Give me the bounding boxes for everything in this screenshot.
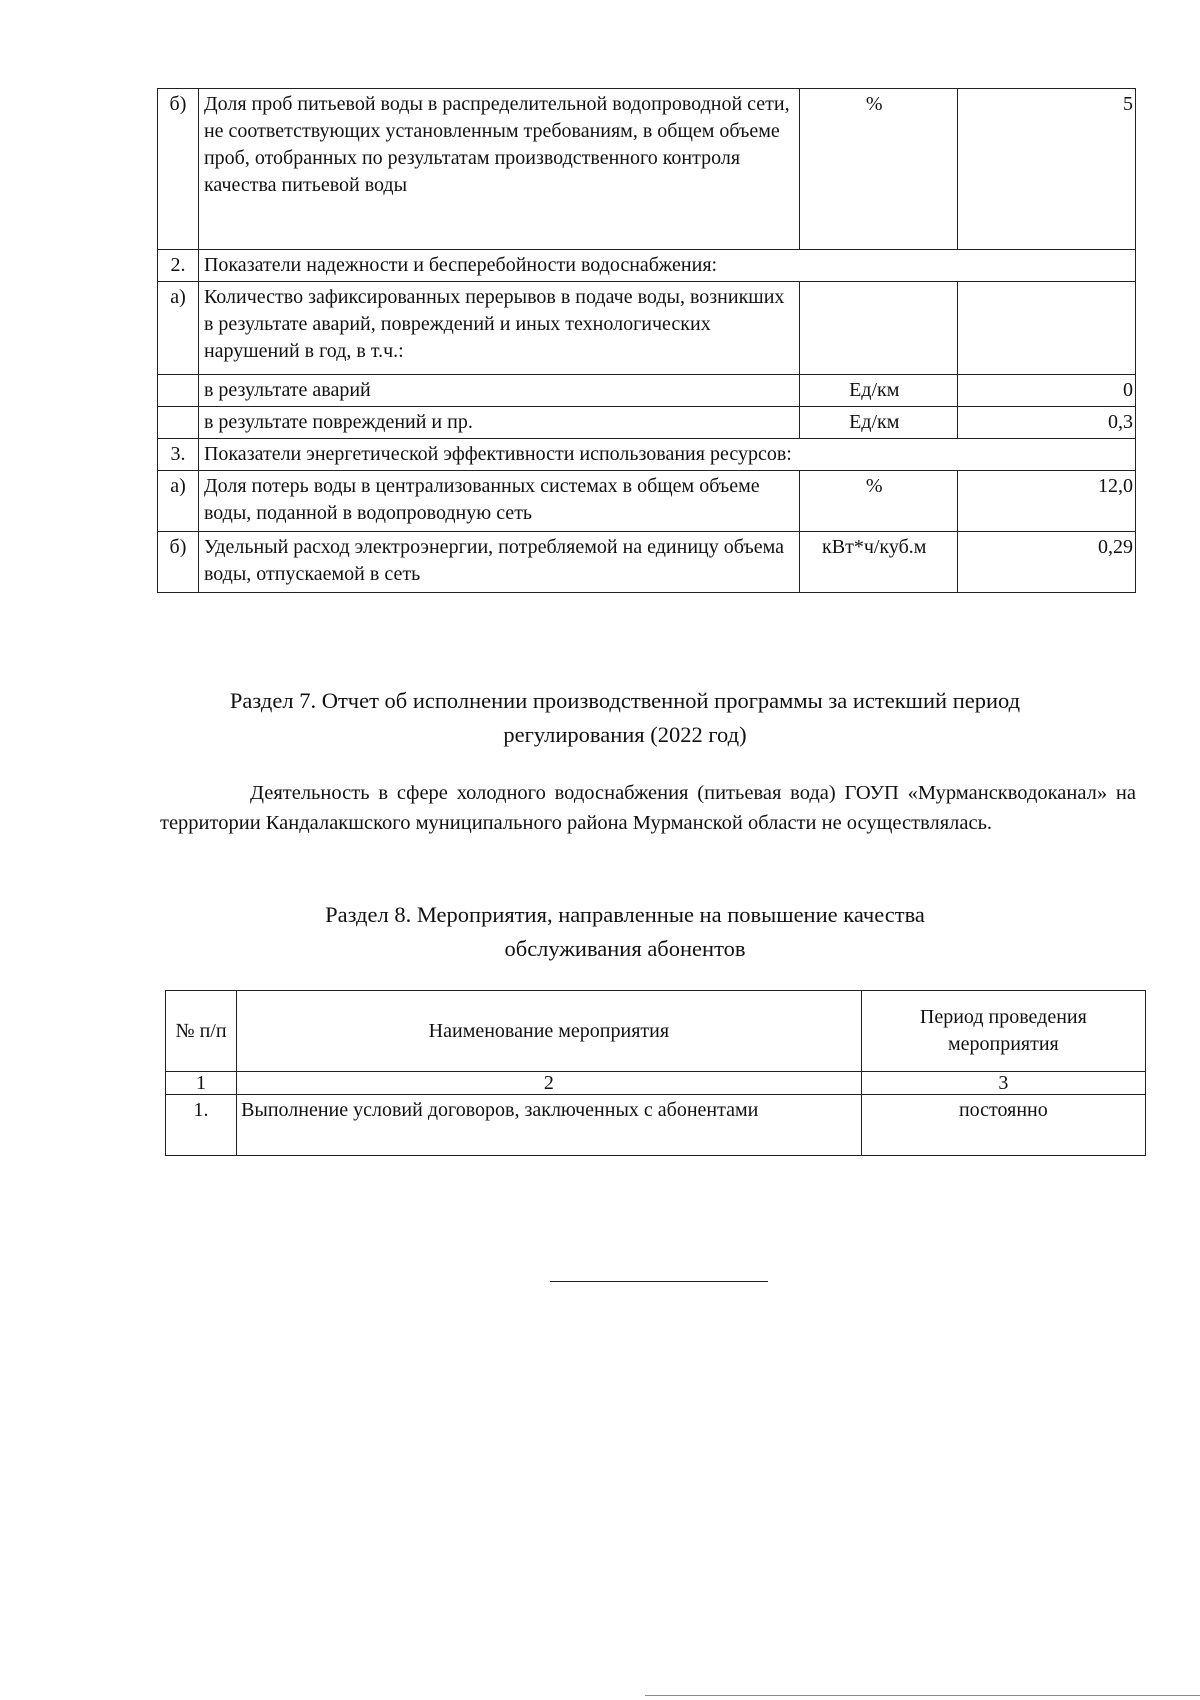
indicator-value (958, 282, 1136, 375)
indicator-value: 5 (958, 89, 1136, 250)
indicator-name: Доля потерь воды в централизованных системах в общем объеме воды, поданной в водопроводную сеть (198, 471, 799, 532)
row-number: 3. (158, 439, 199, 471)
table-row (158, 532, 1136, 593)
indicator-value: 0 (958, 375, 1136, 407)
indicator-name: Доля проб питьевой воды в распределительной водопроводной сети, не соответствующих установленным требованиям, в общем объеме проб, отобранных по результатам производственного контроля качества питьевой воды (198, 89, 799, 250)
section-heading-cell: Показатели энергетической эффективности использования ресурсов: (198, 439, 1135, 471)
section-7-paragraph: Деятельность в сфере холодного водоснабжения (питьевая вода) ГОУП «Мурманскводоканал» на территории Кандалакшского муниципального района Мурманской области не осуществлялась. (160, 782, 1136, 834)
row-number: б) (158, 532, 199, 593)
indicator-value: 0,3 (958, 407, 1136, 439)
indicator-name: Количество зафиксированных перерывов в подаче воды, возникших в результате аварий, повреждений и иных технологических нарушений в год, в т.ч.: (198, 282, 799, 375)
table-row (166, 1095, 1146, 1156)
index-num: 1 (166, 1072, 237, 1095)
indicator-unit (800, 282, 958, 375)
row-number: б) (158, 89, 199, 250)
header-name: Наименование мероприятия (237, 991, 862, 1072)
indicator-unit: Ед/км (800, 375, 958, 407)
indicator-name: в результате повреждений и пр. (198, 407, 799, 439)
table-row (158, 375, 1136, 407)
indicator-unit: % (800, 471, 958, 532)
table-index-row (166, 1072, 1146, 1095)
section-8-title-line1: Раздел 8. Мероприятия, направленные на повышение качества (325, 902, 925, 927)
indicator-unit: кВт*ч/куб.м (800, 532, 958, 593)
table-row (158, 471, 1136, 532)
table-row (158, 89, 1136, 250)
section-7-title-line1: Раздел 7. Отчет об исполнении производственной программы за истекший период (229, 688, 1021, 713)
row-number (158, 375, 199, 407)
indicator-name: Удельный расход электроэнергии, потребляемой на единицу объема воды, отпускаемой в сеть (198, 532, 799, 593)
page-edge-line (645, 1695, 1200, 1696)
table-row (158, 439, 1136, 471)
indicator-unit: Ед/км (800, 407, 958, 439)
table-row (158, 407, 1136, 439)
measure-name: Выполнение условий договоров, заключенных с абонентами (237, 1095, 862, 1156)
table-row (158, 282, 1136, 375)
row-number: а) (158, 282, 199, 375)
measure-num: 1. (166, 1095, 237, 1156)
header-period: Период проведения мероприятия (861, 991, 1145, 1072)
indicator-unit: % (800, 89, 958, 250)
indicator-value: 0,29 (958, 532, 1136, 593)
row-number: а) (158, 471, 199, 532)
section-7-title-line2: регулирования (2022 год) (503, 722, 747, 747)
row-number (158, 407, 199, 439)
section-heading-cell: Показатели надежности и бесперебойности водоснабжения: (198, 250, 1135, 282)
section-8-title-line2: обслуживания абонентов (504, 936, 746, 961)
section-7-title (150, 684, 1100, 752)
index-name: 2 (237, 1072, 862, 1095)
measures-table (165, 990, 1146, 1156)
section-8-title (150, 898, 1100, 966)
table-row (158, 250, 1136, 282)
indicator-name: в результате аварий (198, 375, 799, 407)
measure-period: постоянно (861, 1095, 1145, 1156)
table-header-row (166, 991, 1146, 1072)
row-number: 2. (158, 250, 199, 282)
indicator-value: 12,0 (958, 471, 1136, 532)
index-period: 3 (861, 1072, 1145, 1095)
indicators-table (157, 88, 1136, 593)
header-num: № п/п (166, 991, 237, 1072)
closing-rule (550, 1281, 768, 1282)
